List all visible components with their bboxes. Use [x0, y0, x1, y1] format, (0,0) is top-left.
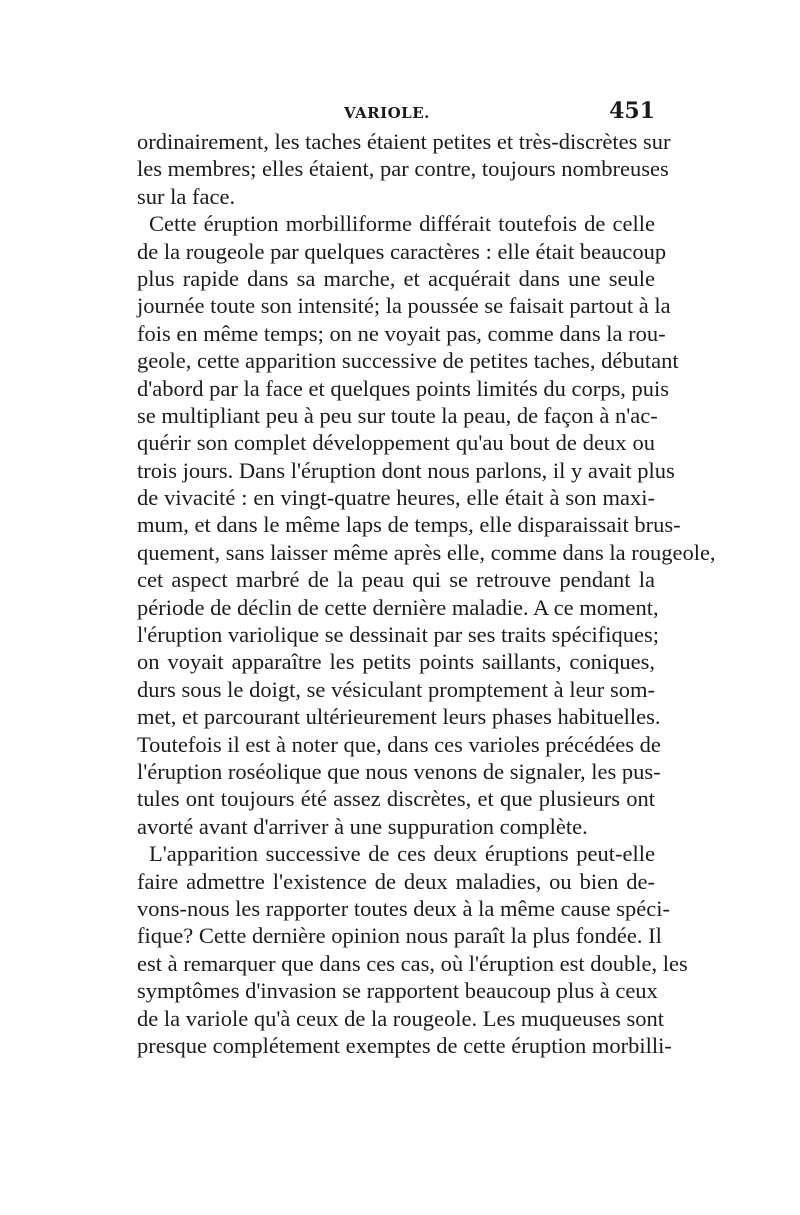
running-head: [137, 98, 655, 128]
text-line: geole, cette apparition successive de petites taches, débutant: [137, 348, 679, 374]
text-line: est à remarquer que dans ces cas, où l'éruption est double, les: [137, 950, 688, 976]
text-line: symptômes d'invasion se rapportent beaucoup plus à ceux: [137, 978, 658, 1004]
text-line: met, et parcourant ultérieurement leurs phases habituelles.: [137, 704, 661, 730]
text-line: mum, et dans le même laps de temps, elle disparaissait brus-: [137, 512, 681, 538]
text-line: faire admettre l'existence de deux maladies, ou bien de-: [137, 868, 655, 894]
text-line: vons-nous les rapporter toutes deux à la même cause spéci-: [137, 895, 670, 921]
text-line: l'éruption variolique se dessinait par ses traits spécifiques;: [137, 622, 660, 648]
body-text: [137, 128, 716, 1059]
text-line: quement, sans laisser même après elle, comme dans la rougeole,: [137, 539, 716, 565]
text-line: période de déclin de cette dernière maladie. A ce moment,: [137, 594, 659, 620]
text-line: d'abord par la face et quelques points limités du corps, puis: [137, 375, 670, 401]
text-line: les membres; elles étaient, par contre, toujours nombreuses: [137, 156, 669, 182]
text-line: presque complétement exemptes de cette éruption morbilli-: [137, 1032, 672, 1058]
text-line: cet aspect marbré de la peau qui se retrouve pendant la: [137, 567, 655, 593]
text-line: tules ont toujours été assez discrètes, et que plusieurs ont: [137, 786, 655, 812]
text-line: fique? Cette dernière opinion nous paraît la plus fondée. Il: [137, 923, 662, 949]
page-number: 451: [609, 98, 655, 124]
running-head-title: VARIOLE.: [344, 104, 430, 122]
text-line: ordinairement, les taches étaient petites et très-discrètes sur: [137, 129, 671, 154]
text-line: L'apparition successive de ces deux éruptions peut-elle: [149, 841, 655, 867]
text-line: avorté avant d'arriver à une suppuration complète.: [137, 813, 588, 839]
text-line: de vivacité : en vingt-quatre heures, elle était à son maxi-: [137, 485, 655, 511]
text-line: de la rougeole par quelques caractères : elle était beaucoup: [137, 238, 667, 264]
text-line: de la variole qu'à ceux de la rougeole. Les muqueuses sont: [137, 1005, 665, 1031]
text-line: trois jours. Dans l'éruption dont nous parlons, il y avait plus: [137, 457, 675, 483]
text-line: on voyait apparaître les petits points saillants, coniques,: [137, 649, 655, 675]
text-line: durs sous le doigt, se vésiculant promptement à leur som-: [137, 676, 655, 702]
text-line: plus rapide dans sa marche, et acquérait dans une seule: [137, 265, 655, 291]
text-line: sur la face.: [137, 183, 236, 209]
text-line: Cette éruption morbilliforme différait toutefois de celle: [149, 211, 655, 237]
text-line: quérir son complet développement qu'au bout de deux ou: [137, 430, 655, 456]
text-line: Toutefois il est à noter que, dans ces varioles précédées de: [137, 731, 661, 757]
text-line: fois en même temps; on ne voyait pas, comme dans la rou-: [137, 320, 666, 346]
text-line: journée toute son intensité; la poussée se faisait partout à la: [137, 293, 671, 319]
text-line: l'éruption roséolique que nous venons de signaler, les pus-: [137, 758, 661, 784]
text-line: se multipliant peu à peu sur toute la peau, de façon à n'ac-: [137, 402, 658, 428]
